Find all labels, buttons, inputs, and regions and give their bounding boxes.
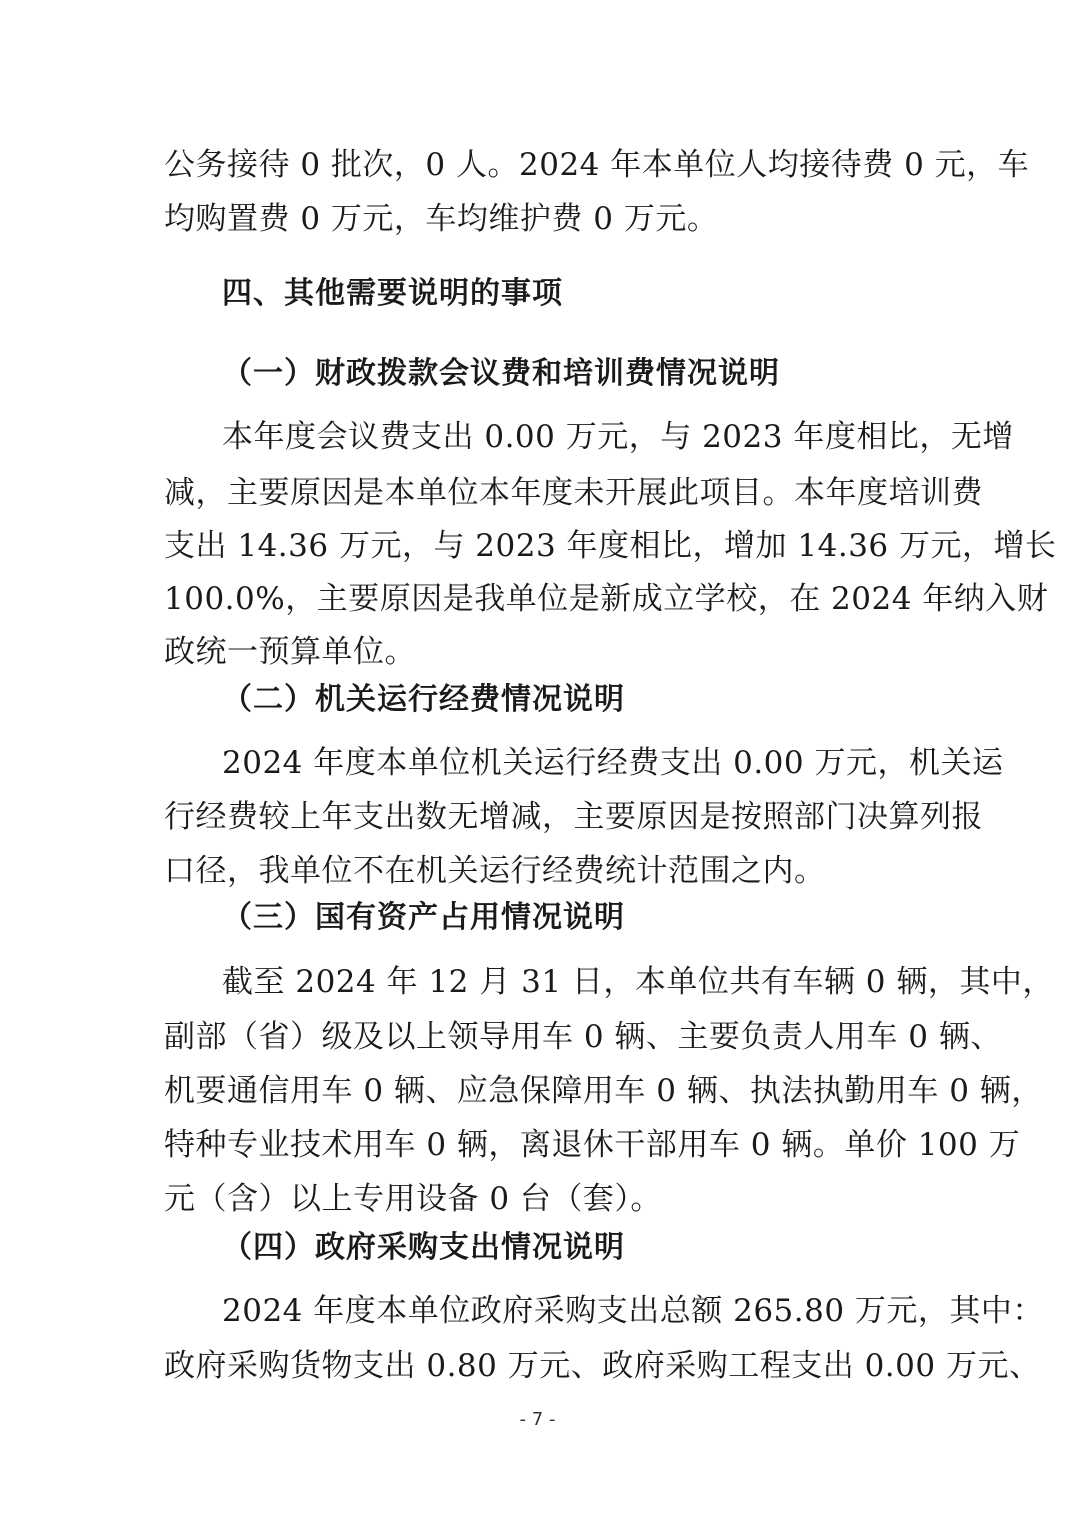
subsection-heading: （二）机关运行经费情况说明 xyxy=(222,682,625,717)
paragraph-line: 政统一预算单位。 xyxy=(164,634,416,670)
paragraph-line: 行经费较上年支出数无增减，主要原因是按照部门决算列报 xyxy=(164,799,983,835)
paragraph-line: 减，主要原因是本单位本年度未开展此项目。本年度培训费 xyxy=(164,475,983,511)
paragraph-line: 100.0%，主要原因是我单位是新成立学校，在 2024 年纳入财 xyxy=(164,581,1049,617)
page-number: - 7 - xyxy=(519,1409,556,1430)
paragraph-line: 2024 年度本单位机关运行经费支出 0.00 万元，机关运 xyxy=(222,745,1004,781)
paragraph-line: 特种专业技术用车 0 辆，离退休干部用车 0 辆。单价 100 万 xyxy=(164,1127,1021,1163)
paragraph-line: 元（含）以上专用设备 0 台（套）。 xyxy=(164,1181,662,1217)
subsection-heading: （三）国有资产占用情况说明 xyxy=(222,900,625,935)
subsection-heading: （一）财政拨款会议费和培训费情况说明 xyxy=(222,356,780,391)
paragraph-line: 口径，我单位不在机关运行经费统计范围之内。 xyxy=(164,853,826,889)
paragraph-line: 截至 2024 年 12 月 31 日，本单位共有车辆 0 辆，其中， xyxy=(222,964,1054,1000)
paragraph-line: 机要通信用车 0 辆、应急保障用车 0 辆、执法执勤用车 0 辆， xyxy=(164,1073,1043,1109)
paragraph-line: 副部（省）级及以上领导用车 0 辆、主要负责人用车 0 辆、 xyxy=(164,1019,1002,1055)
paragraph-line: 本年度会议费支出 0.00 万元，与 2023 年度相比，无增 xyxy=(222,419,1014,455)
subsection-heading: （四）政府采购支出情况说明 xyxy=(222,1230,625,1265)
paragraph-line: 支出 14.36 万元，与 2023 年度相比，增加 14.36 万元，增长 xyxy=(164,528,1057,564)
paragraph-line: 公务接待 0 批次，0 人。2024 年本单位人均接待费 0 元，车 xyxy=(164,147,1030,183)
section-heading: 四、其他需要说明的事项 xyxy=(222,276,563,311)
paragraph-line: 政府采购货物支出 0.80 万元、政府采购工程支出 0.00 万元、 xyxy=(164,1348,1041,1384)
paragraph-line: 2024 年度本单位政府采购支出总额 265.80 万元，其中： xyxy=(222,1293,1044,1329)
paragraph-line: 均购置费 0 万元，车均维护费 0 万元。 xyxy=(164,201,719,237)
